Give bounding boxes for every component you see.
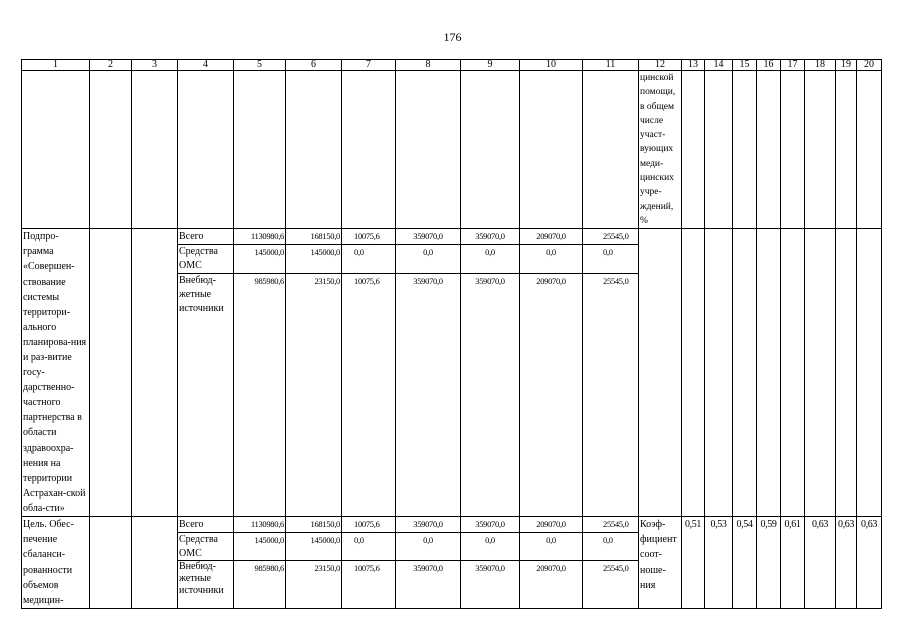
col-header: 13 — [682, 60, 705, 71]
col-header: 18 — [805, 60, 836, 71]
value-oms: 145000,0 — [286, 244, 341, 273]
table-cell — [757, 71, 781, 229]
table-cell — [396, 71, 461, 229]
table-cell — [178, 71, 234, 229]
value-extrabudget: 209070,0 — [520, 273, 582, 318]
table-cell — [132, 517, 178, 609]
col-header: 6 — [286, 60, 342, 71]
program-table — [21, 59, 882, 609]
source-cell — [178, 517, 234, 609]
value-total: 359070,0 — [475, 519, 505, 530]
table-cell — [583, 71, 639, 229]
table-cell — [781, 229, 805, 517]
col-header: 9 — [461, 60, 520, 71]
table-cell — [342, 71, 396, 229]
col-header: 3 — [132, 60, 178, 71]
table-cell — [781, 71, 805, 229]
table-cell — [90, 229, 132, 517]
col-header: 19 — [836, 60, 857, 71]
value-cell — [234, 517, 286, 609]
col-header: 5 — [234, 60, 286, 71]
col-header: 11 — [583, 60, 639, 71]
value-cell — [520, 229, 583, 517]
indicator-text-cell: цинской помощи, в общем числе участ-вующих меди-цинских учре-ждений, % — [639, 71, 682, 229]
value-total: 25545,0 — [603, 231, 629, 242]
table-cell — [520, 71, 583, 229]
source-label: Всего — [179, 231, 204, 243]
table-cell — [857, 71, 882, 229]
goal-row — [22, 517, 882, 609]
table-cell — [857, 229, 882, 517]
value-extrabudget: 23150,0 — [286, 560, 341, 597]
table-cell — [132, 71, 178, 229]
indicator-value: 0,53 — [705, 517, 733, 609]
col-header: 4 — [178, 60, 234, 71]
value-oms: 0,0 — [583, 532, 638, 560]
col-header: 8 — [396, 60, 461, 71]
value-extrabudget: 359070,0 — [396, 560, 460, 597]
value-cell — [583, 229, 639, 517]
value-extrabudget: 209070,0 — [520, 560, 582, 597]
table-cell — [682, 229, 705, 517]
table-cell — [234, 71, 286, 229]
indicator-value: 0,63 — [836, 517, 857, 609]
value-extrabudget: 359070,0 — [396, 273, 460, 318]
source-label: Средства ОМС — [178, 244, 233, 273]
col-header: 7 — [342, 60, 396, 71]
value-extrabudget: 359070,0 — [461, 560, 519, 597]
table-cell — [805, 71, 836, 229]
indicator-value: 0,54 — [733, 517, 757, 609]
value-total: 168150,0 — [310, 519, 340, 530]
value-oms: 0,0 — [583, 244, 638, 273]
table-cell — [286, 71, 342, 229]
table-cell — [132, 229, 178, 517]
table-cell — [682, 71, 705, 229]
column-number-row — [22, 60, 882, 71]
subprogram-row — [22, 229, 882, 517]
source-label: Внебюд-жетные источники — [178, 560, 233, 597]
value-cell — [342, 229, 396, 517]
value-extrabudget: 359070,0 — [461, 273, 519, 318]
col-header: 12 — [639, 60, 682, 71]
value-total: 209070,0 — [536, 519, 566, 530]
col-header: 1 — [22, 60, 90, 71]
value-extrabudget: 985980,6 — [234, 560, 285, 597]
col-header: 10 — [520, 60, 583, 71]
continuation-row — [22, 71, 882, 229]
value-cell — [461, 229, 520, 517]
value-oms: 145000,0 — [234, 532, 285, 560]
table-cell — [705, 71, 733, 229]
table-cell — [461, 71, 520, 229]
value-oms: 0,0 — [520, 532, 582, 560]
value-cell — [396, 229, 461, 517]
indicator-value: 0,63 — [857, 517, 882, 609]
source-label: Средства ОМС — [178, 532, 233, 560]
goal-name: Цель. Обес-печение сбаланси-рованности объемов медицин- — [22, 517, 90, 609]
value-cell — [396, 517, 461, 609]
value-oms: 0,0 — [342, 532, 395, 560]
subprogram-name: Подпро-грамма «Совершен-ствование системы территори-ального планирова-ния и раз-витие госу-дарственно-частного партнерства в области здравоохра-нения на территории Астрахан-ской обла-сти» — [22, 229, 90, 517]
value-extrabudget: 985980,6 — [234, 273, 285, 318]
table-cell — [805, 229, 836, 517]
table-cell — [705, 229, 733, 517]
value-total: 359070,0 — [475, 231, 505, 242]
value-total: 25545,0 — [603, 519, 629, 530]
value-oms: 0,0 — [461, 532, 519, 560]
value-cell — [286, 517, 342, 609]
value-oms: 0,0 — [342, 244, 395, 273]
value-cell — [286, 229, 342, 517]
value-total: 209070,0 — [536, 231, 566, 242]
col-header: 20 — [857, 60, 882, 71]
value-cell — [342, 517, 396, 609]
value-total: 10075,6 — [354, 519, 380, 530]
source-cell — [178, 229, 234, 517]
value-cell — [234, 229, 286, 517]
value-oms: 145000,0 — [234, 244, 285, 273]
value-total: 359070,0 — [413, 231, 443, 242]
col-header: 15 — [733, 60, 757, 71]
value-total: 359070,0 — [413, 519, 443, 530]
table-cell — [757, 229, 781, 517]
table-cell — [733, 71, 757, 229]
value-extrabudget: 25545,0 — [583, 273, 638, 318]
indicator-value: 0,63 — [805, 517, 836, 609]
value-total: 1130980,6 — [250, 519, 284, 530]
value-oms: 0,0 — [520, 244, 582, 273]
value-cell — [583, 517, 639, 609]
indicator-value: 0,61 — [781, 517, 805, 609]
value-total: 168150,0 — [310, 231, 340, 242]
value-oms: 0,0 — [396, 244, 460, 273]
value-cell — [520, 517, 583, 609]
value-oms: 0,0 — [461, 244, 519, 273]
table-cell — [836, 71, 857, 229]
indicator-value: 0,59 — [757, 517, 781, 609]
value-extrabudget: 10075,6 — [342, 560, 395, 597]
value-extrabudget: 10075,6 — [342, 273, 395, 318]
table-cell — [733, 229, 757, 517]
col-header: 17 — [781, 60, 805, 71]
col-header: 14 — [705, 60, 733, 71]
value-extrabudget: 25545,0 — [583, 560, 638, 597]
table-cell — [90, 517, 132, 609]
source-label: Внебюд-жетные источники — [178, 273, 233, 318]
table-cell — [639, 229, 682, 517]
value-cell — [461, 517, 520, 609]
value-oms: 0,0 — [396, 532, 460, 560]
table-cell — [836, 229, 857, 517]
source-label: Всего — [179, 519, 204, 531]
page-number: 176 — [443, 30, 462, 44]
value-total: 1130980,6 — [250, 231, 284, 242]
indicator-value: 0,51 — [682, 517, 705, 609]
value-extrabudget: 23150,0 — [286, 273, 341, 318]
value-total: 10075,6 — [354, 231, 380, 242]
col-header: 2 — [90, 60, 132, 71]
value-oms: 145000,0 — [286, 532, 341, 560]
col-header: 16 — [757, 60, 781, 71]
table-cell — [22, 71, 90, 229]
table-cell — [90, 71, 132, 229]
indicator-name: Коэф-фициент соот-ноше-ния — [639, 517, 682, 609]
